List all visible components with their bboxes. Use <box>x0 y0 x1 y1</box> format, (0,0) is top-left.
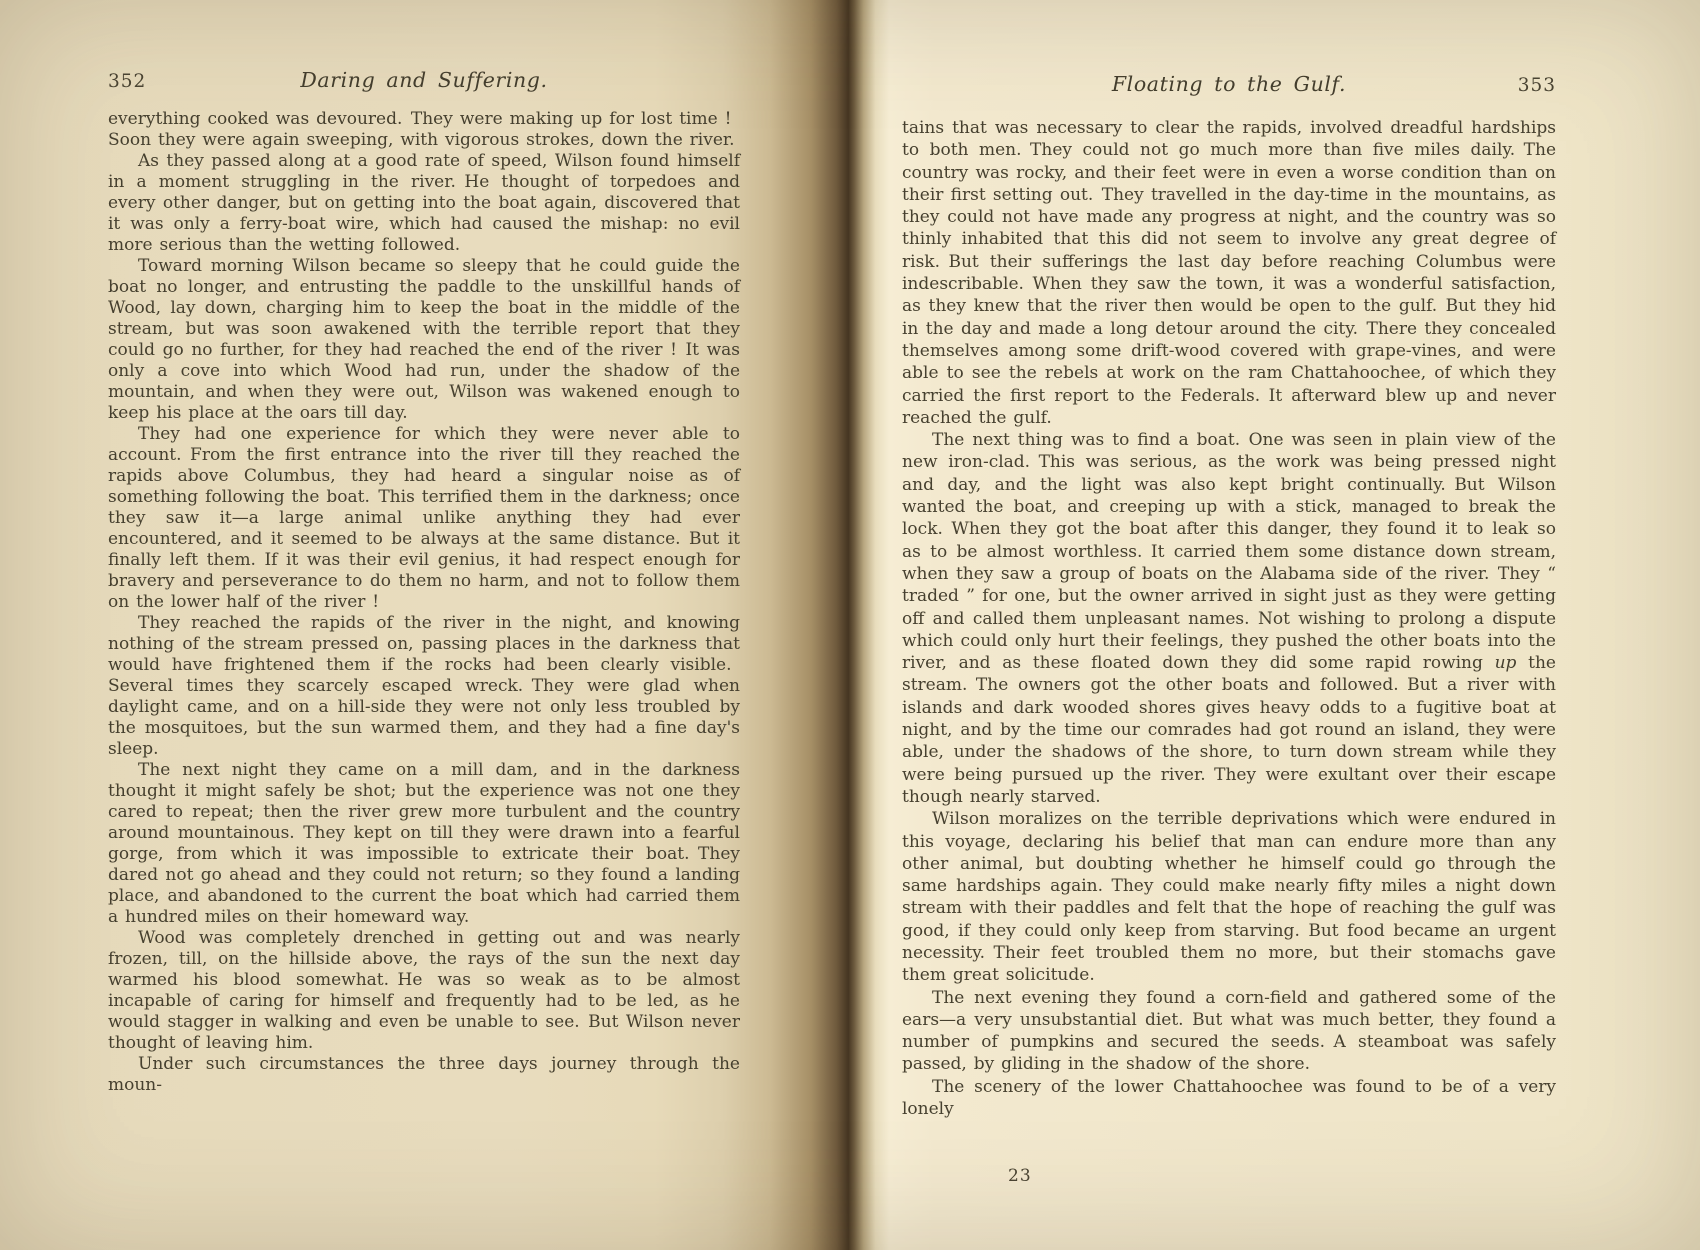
paragraph: The scenery of the lower Chattahoochee was found to be of a very lonely <box>902 1076 1556 1120</box>
paragraph: tains that was necessary to clear the rapids, involved dreadful hardships to both men. They could not go much more than five miles daily. The country was rocky, and their feet were in even a worse condition than on their first setting out. They travelled in the day-time in the mountains, as they could not have made any progress at night, and the country was so thinly inhabited that this did not seem to involve any great degree of risk. But their sufferings the last day before reaching Columbus were indescribable. When they saw the town, it was a wonderful satisfaction, as they knew that the river then would be open to the gulf. But they hid in the day and made a long detour around the city. There they concealed themselves among some drift-wood covered with grape-vines, and were able to see the rebels at work on the ram Chattahoochee, of which they carried the first report to the Federals. It afterward blew up and never reached the gulf. <box>902 118 1556 428</box>
paragraph: They reached the rapids of the river in the night, and knowing nothing of the stream pressed on, passing places in the darkness that would have frightened them if the rocks had been clearly visible. Several times they scarcely escaped wreck. They were glad when daylight came, and on a hill-side they were not only less troubled by the mosquitoes, but the sun warmed them, and they had a fine day's sleep. <box>108 613 740 759</box>
paragraph: As they passed along at a good rate of speed, Wilson found himself in a moment struggling in the river. He thought of torpedoes and every other danger, but on getting into the boat again, discovered that it was only a ferry-boat wire, which had caused the mishap: no evil more serious than the wetting followed. <box>108 151 740 255</box>
signature-mark: 23 <box>1008 1166 1032 1186</box>
paragraph-segment: The next thing was to find a boat. One was seen in plain view of the new iron-clad. This was serious, as the work was being pressed night and day, and the light was also kept bright continually. But Wilson wanted the boat, and creeping up with a stick, managed to break the lock. When they got the boat after this danger, they found it to leak so as to be almost worthless. It carried them some distance down stream, when they saw a group of boats on the Alabama side of the river. They “ traded ” for one, but the owner arrived in sight just as they were getting off and called them unpleasant names. Not wishing to prolong a dispute which could only hurt their feelings, they pushed the other boats into the river, and as these floated down they did some rapid rowing <box>902 430 1556 674</box>
right-folio-number: 353 <box>1517 75 1556 96</box>
paragraph: everything cooked was devoured. They were making up for lost time ! Soon they were again sweeping, with vigorous strokes, down the river. <box>108 109 740 150</box>
paragraph: Toward morning Wilson became so sleepy that he could guide the boat no longer, and entrusting the paddle to the unskillful hands of Wood, lay down, charging him to keep the boat in the middle of the stream, but was soon awakened with the terrible report that they could go no further, for they had reached the end of the river ! It was only a cove into which Wood had run, under the shadow of the mountain, and when they were out, Wilson was wakened enough to keep his place at the oars till day. <box>108 256 740 423</box>
right-page <box>902 72 1556 1120</box>
left-page-header <box>108 68 740 92</box>
italic-word: up <box>1494 653 1517 674</box>
left-page <box>108 68 740 1096</box>
paragraph: The next evening they found a corn-field and gathered some of the ears—a very unsubstantial diet. But what was much better, they found a number of pumpkins and secured the seeds. A steamboat was safely passed, by gliding in the shadow of the shore. <box>902 987 1556 1075</box>
right-page-body <box>902 117 1556 1120</box>
paragraph: They had one experience for which they were never able to account. From the first entrance into the river till they reached the rapids above Columbus, they had heard a singular noise as of something following the boat. This terrified them in the darkness; once they saw it—a large animal unlike anything they had ever encountered, and it seemed to be always at the same distance. But it finally left them. If it was their evil genius, it had respect enough for bravery and perseverance to do them no harm, and not to follow them on the lower half of the river ! <box>108 424 740 612</box>
paragraph: Wood was completely drenched in getting out and was nearly frozen, till, on the hillside above, the rays of the sun the next day warmed his blood somewhat. He was so weak as to be almost incapable of caring for himself and frequently had to be led, as he would stagger in walking and even be unable to see. But Wilson never thought of leaving him. <box>108 928 740 1053</box>
left-running-head: Daring and Suffering. <box>300 68 548 92</box>
left-page-body <box>108 109 740 1096</box>
right-running-head: Floating to the Gulf. <box>1111 72 1347 96</box>
right-page-header <box>902 72 1556 96</box>
paragraph-segment: the stream. The owners got the other boats and followed. But a river with islands and dark wooded shores gives heavy odds to a fugitive boat at night, and by the time our comrades had got round an island, they were able, under the shadows of the shore, to turn down stream while they were being pursued up the river. They were exultant over their escape though nearly starved. <box>902 653 1556 807</box>
paragraph: Under such circumstances the three days journey through the moun- <box>108 1054 740 1095</box>
paragraph <box>902 429 1556 808</box>
left-folio-number: 352 <box>108 71 147 92</box>
paragraph: The next night they came on a mill dam, and in the darkness thought it might safely be shot; but the experience was not one they cared to repeat; then the river grew more turbulent and the country around mountainous. They kept on till they were drawn into a fearful gorge, from which it was impossible to extricate their boat. They dared not go ahead and they could not return; so they found a landing place, and abandoned to the current the boat which had carried them a hundred miles on their homeward way. <box>108 760 740 927</box>
paragraph: Wilson moralizes on the terrible deprivations which were endured in this voyage, declaring his belief that man can endure more than any other animal, but doubting whether he himself could go through the same hardships again. They could make nearly fifty miles a night down stream with their paddles and felt that the hope of reaching the gulf was good, if they could only keep from starving. But food became an urgent necessity. Their feet troubled them no more, but their stomachs gave them great solicitude. <box>902 809 1556 986</box>
